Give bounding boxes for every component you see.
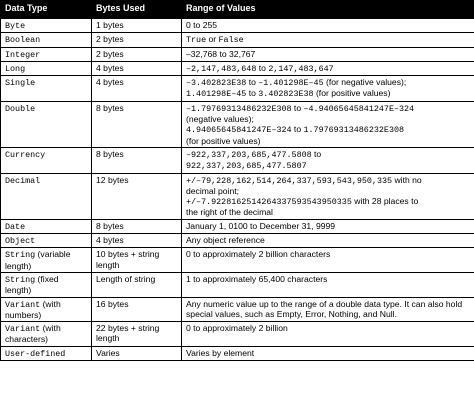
cell-text: to — [256, 62, 269, 73]
code-text: 1.401298E–45 — [186, 89, 247, 100]
code-text: –2,147,483,648 — [186, 63, 257, 74]
cell-text: Any numeric value up to the range of a double data type. It can also hold special values, such as Empty, Error, Nothing, and Null. — [186, 298, 463, 319]
table-row — [1, 101, 474, 147]
code-text: Variant — [5, 299, 41, 310]
header-range-of-values: Range of Values — [182, 1, 474, 19]
cell-data-type — [1, 19, 92, 33]
cell-text: 0 to approximately 2 billion — [186, 323, 288, 334]
cell-text: 1 to approximately 65,400 characters — [186, 273, 328, 284]
code-text: –3.402823E38 — [186, 78, 247, 89]
cell-data-type — [1, 61, 92, 75]
table-row — [1, 61, 474, 75]
cell-bytes-used: Varies — [92, 346, 182, 360]
cell-text: to — [246, 88, 259, 99]
table-row — [1, 76, 474, 102]
range-line — [186, 103, 470, 114]
cell-text: with no — [392, 174, 422, 185]
cell-text: characters) — [5, 334, 48, 345]
range-line — [186, 249, 470, 259]
code-text: Object — [5, 236, 36, 247]
code-text: –1.401298E–45 — [258, 78, 324, 89]
cell-bytes-used: 2 bytes — [92, 33, 182, 47]
range-line — [186, 88, 470, 99]
cell-range-of-values — [182, 322, 474, 347]
range-line — [186, 160, 470, 171]
code-text: Long — [5, 63, 26, 74]
code-text: +/–7.9228162514264337593543950335 — [186, 197, 352, 208]
cell-range-of-values — [182, 346, 474, 360]
cell-text: to — [311, 148, 322, 159]
cell-data-type — [1, 76, 92, 102]
table-row — [1, 322, 474, 347]
code-text: String — [5, 274, 36, 285]
range-line — [186, 196, 470, 207]
cell-text: length) — [5, 260, 32, 271]
range-line — [186, 34, 470, 45]
cell-range-of-values — [182, 173, 474, 219]
cell-bytes-used: 4 bytes — [92, 61, 182, 75]
cell-data-type — [1, 346, 92, 360]
code-text: 1.79769313486232E308 — [303, 125, 405, 136]
range-line — [186, 49, 470, 59]
cell-data-type — [1, 248, 92, 273]
cell-data-type — [1, 147, 92, 173]
range-line — [186, 136, 470, 146]
cell-bytes-used: 8 bytes — [92, 219, 182, 233]
cell-text: (for positive values) — [186, 135, 261, 146]
cell-bytes-used: 1 bytes — [92, 19, 182, 33]
cell-range-of-values — [182, 147, 474, 173]
code-text: 2,147,483,647 — [268, 63, 334, 74]
table-row — [1, 19, 474, 33]
range-line — [186, 149, 470, 160]
table-row — [1, 297, 474, 322]
cell-range-of-values — [182, 19, 474, 33]
range-line — [186, 114, 470, 124]
cell-text: to — [291, 102, 304, 113]
cell-data-type — [1, 47, 92, 61]
cell-bytes-used: 8 bytes — [92, 147, 182, 173]
code-text: Integer — [5, 49, 41, 60]
cell-bytes-used: 8 bytes — [92, 101, 182, 147]
range-line — [186, 274, 470, 284]
code-text: True — [186, 35, 207, 46]
table-row — [1, 248, 474, 273]
cell-bytes-used: Length of string — [92, 272, 182, 297]
code-text: User-defined — [5, 348, 66, 359]
cell-range-of-values — [182, 47, 474, 61]
cell-bytes-used: 16 bytes — [92, 297, 182, 322]
cell-data-type — [1, 272, 92, 297]
cell-text: (with — [40, 323, 61, 334]
code-text: Single — [5, 78, 36, 89]
code-text: Boolean — [5, 35, 41, 46]
range-line — [186, 348, 470, 358]
code-text: String — [5, 250, 36, 261]
cell-text: numbers) — [5, 309, 42, 320]
cell-text: 0 to 255 — [186, 20, 218, 30]
table-row — [1, 346, 474, 360]
range-line — [186, 323, 470, 333]
cell-data-type — [1, 297, 92, 322]
cell-text: (for positive values) — [313, 88, 391, 99]
cell-bytes-used: 2 bytes — [92, 47, 182, 61]
cell-text: or — [206, 34, 219, 45]
table-row — [1, 147, 474, 173]
code-text: 3.402823E38 — [258, 89, 314, 100]
cell-text: to — [291, 124, 304, 135]
cell-range-of-values — [182, 61, 474, 75]
range-line — [186, 124, 470, 135]
cell-text: with 28 places to — [351, 196, 419, 207]
range-line — [186, 175, 470, 186]
cell-text: (negative values); — [186, 114, 254, 125]
cell-range-of-values — [182, 234, 474, 248]
code-text: 4.94065645841247E–324 — [186, 125, 292, 136]
code-text: Date — [5, 221, 26, 232]
range-line — [186, 207, 470, 217]
range-line — [186, 235, 470, 245]
cell-text: decimal point; — [186, 185, 240, 196]
range-line — [186, 63, 470, 74]
table-row — [1, 33, 474, 47]
table-header — [1, 1, 474, 19]
range-line — [186, 20, 470, 30]
code-text: +/–79,228,162,514,264,337,593,543,950,335 — [186, 175, 393, 186]
cell-text: (variable — [35, 249, 71, 260]
code-text: Currency — [5, 149, 46, 160]
cell-range-of-values — [182, 219, 474, 233]
table-body — [1, 19, 474, 361]
code-text: Double — [5, 103, 36, 114]
cell-text: to — [246, 77, 259, 88]
range-line — [186, 299, 470, 320]
cell-data-type — [1, 101, 92, 147]
range-line — [186, 77, 470, 88]
code-text: 922,337,203,685,477.5807 — [186, 161, 307, 172]
cell-bytes-used: 10 bytes + string length — [92, 248, 182, 273]
cell-text: the right of the decimal — [186, 207, 273, 218]
cell-data-type — [1, 219, 92, 233]
cell-range-of-values — [182, 101, 474, 147]
table-row — [1, 272, 474, 297]
cell-text: –32,768 to 32,767 — [186, 48, 256, 59]
cell-bytes-used: 4 bytes — [92, 76, 182, 102]
header-row — [1, 1, 474, 19]
cell-text: January 1, 0100 to December 31, 9999 — [186, 220, 336, 231]
cell-text: 0 to approximately 2 billion characters — [186, 249, 331, 260]
cell-text: (for negative values); — [323, 77, 407, 88]
header-data-type: Data Type — [1, 1, 92, 19]
cell-text: (fixed — [35, 273, 59, 284]
cell-text: length) — [5, 285, 32, 296]
header-bytes-used: Bytes Used — [92, 1, 182, 19]
cell-bytes-used: 4 bytes — [92, 234, 182, 248]
code-text: Decimal — [5, 175, 41, 186]
code-text: False — [218, 35, 244, 46]
cell-range-of-values — [182, 248, 474, 273]
table-row — [1, 47, 474, 61]
cell-data-type — [1, 234, 92, 248]
code-text: Variant — [5, 324, 41, 335]
cell-bytes-used: 22 bytes + string length — [92, 322, 182, 347]
cell-text: Varies by element — [186, 347, 255, 358]
cell-range-of-values — [182, 297, 474, 322]
cell-data-type — [1, 33, 92, 47]
cell-range-of-values — [182, 33, 474, 47]
code-text: –4.94065645841247E–324 — [303, 103, 415, 114]
code-text: –1.79769313486232E308 — [186, 103, 292, 114]
range-line — [186, 186, 470, 196]
cell-data-type — [1, 173, 92, 219]
cell-data-type — [1, 322, 92, 347]
table-row — [1, 219, 474, 233]
cell-range-of-values — [182, 272, 474, 297]
cell-text: Any object reference — [186, 235, 265, 246]
cell-bytes-used: 12 bytes — [92, 173, 182, 219]
cell-range-of-values — [182, 76, 474, 102]
table-row — [1, 173, 474, 219]
table-row — [1, 234, 474, 248]
code-text: –922,337,203,685,477.5808 — [186, 149, 312, 160]
code-text: Byte — [5, 21, 26, 31]
range-line — [186, 221, 470, 231]
cell-text: (with — [40, 298, 61, 309]
